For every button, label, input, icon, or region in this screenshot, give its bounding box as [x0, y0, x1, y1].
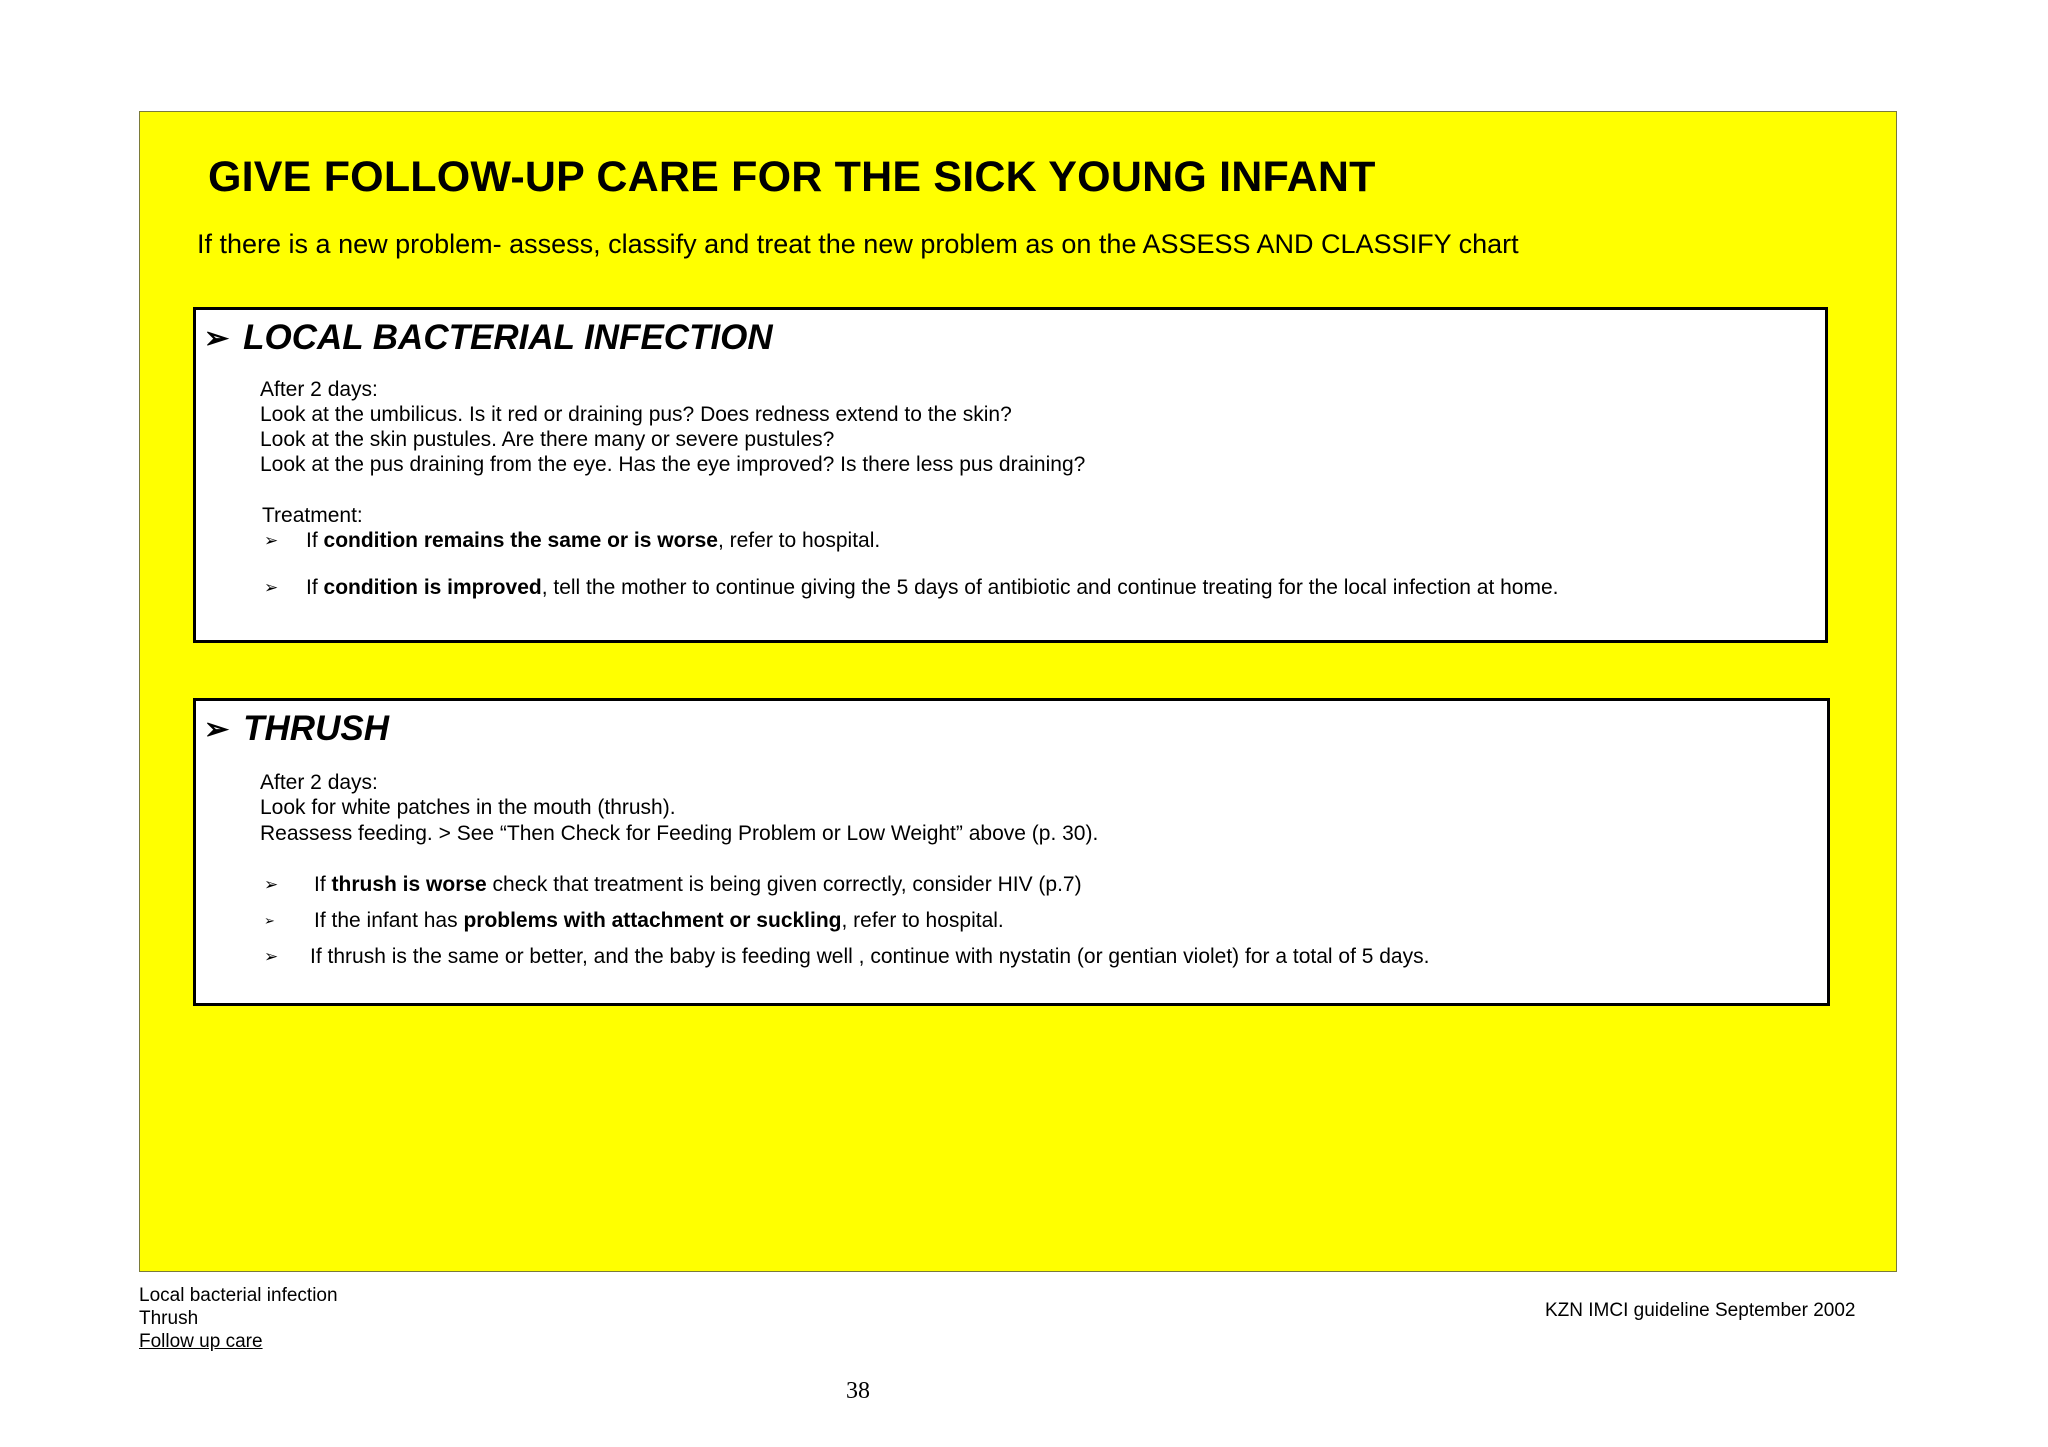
footer-topics	[139, 1284, 338, 1353]
footer-guideline: KZN IMCI guideline September 2002	[1545, 1300, 1856, 1321]
page-title: GIVE FOLLOW-UP CARE FOR THE SICK YOUNG INFANT	[208, 153, 1376, 201]
yellow-panel	[139, 111, 1897, 1272]
instruction-line: After 2 days:	[260, 771, 378, 794]
footer-topic: Local bacterial infection	[139, 1285, 338, 1306]
section-thrush	[193, 698, 1830, 1006]
bullet-text: If condition remains the same or is worse, refer to hospital.	[306, 529, 881, 552]
bullet-text: If thrush is the same or better, and the baby is feeding well , continue with nystatin (or gentian violet) for a total of 5 days.	[310, 945, 1430, 968]
page-number: 38	[846, 1378, 870, 1404]
treatment-label: Treatment:	[262, 504, 363, 527]
footer-topic: Thrush	[139, 1308, 199, 1329]
arrowhead-bullet-icon: ➢	[204, 321, 230, 355]
instruction-line: Reassess feeding. > See “Then Check for Feeding Problem or Low Weight” above (p. 30).	[260, 822, 1099, 845]
arrowhead-bullet-icon: ➢	[264, 578, 279, 597]
treatment-bullet	[264, 528, 880, 553]
arrowhead-bullet-icon: ➢	[264, 947, 279, 966]
section-local-bacterial-infection	[193, 307, 1828, 643]
section-heading-text: LOCAL BACTERIAL INFECTION	[243, 318, 773, 357]
bullet-text: If condition is improved, tell the mother to continue giving the 5 days of antibiotic and continue treating for the local infection at home.	[306, 576, 1559, 599]
instruction-line: Look at the umbilicus. Is it red or draining pus? Does redness extend to the skin?	[260, 403, 1012, 426]
bullet-text: If thrush is worse check that treatment is being given correctly, consider HIV (p.7)	[314, 873, 1082, 896]
footer-link-follow-up-care[interactable]: Follow up care	[139, 1331, 263, 1352]
section-heading	[204, 318, 773, 358]
arrowhead-bullet-icon: ➢	[264, 531, 279, 550]
page-subtitle: If there is a new problem- assess, classify and treat the new problem as on the ASSESS AND CLASSIFY chart	[197, 229, 1519, 259]
instruction-line: Look at the skin pustules. Are there many or severe pustules?	[260, 428, 835, 451]
arrowhead-bullet-icon: ➢	[264, 875, 279, 894]
arrowhead-bullet-icon: ➢	[264, 913, 275, 928]
section-heading-text: THRUSH	[243, 709, 389, 748]
treatment-bullet	[264, 575, 1559, 600]
instruction-line: After 2 days:	[260, 378, 378, 401]
instruction-line: Look for white patches in the mouth (thrush).	[260, 796, 676, 819]
section-heading	[204, 709, 389, 749]
instruction-line: Look at the pus draining from the eye. Has the eye improved? Is there less pus draining?	[260, 453, 1086, 476]
arrowhead-bullet-icon: ➢	[204, 712, 230, 746]
treatment-bullet	[264, 908, 1004, 933]
bullet-text: If the infant has problems with attachment or suckling, refer to hospital.	[314, 909, 1004, 932]
treatment-bullet	[264, 872, 1082, 897]
treatment-bullet	[264, 944, 1429, 969]
